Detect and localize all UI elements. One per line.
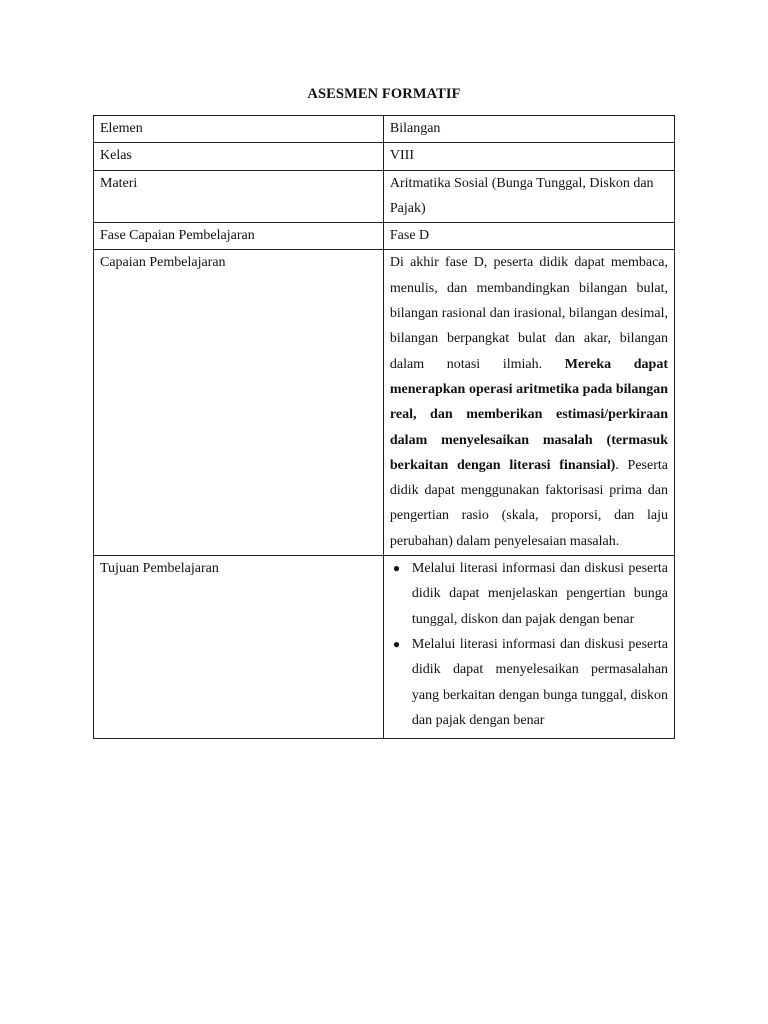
- row-label-tujuan: Tujuan Pembelajaran: [94, 556, 384, 739]
- bullet-dot-icon: ●: [392, 636, 401, 651]
- document-title: ASESMEN FORMATIF: [307, 86, 461, 102]
- goal-list-item: [392, 632, 668, 733]
- row-label-materi: Materi: [94, 170, 384, 223]
- table-row-materi: [94, 170, 675, 223]
- capaian-text-part2: . Peserta didik dapat menggunakan faktorisasi prima dan pengertian rasio (skala, proporsi, dan laju perubahan) dalam penyelesaian masalah.: [389, 457, 668, 549]
- table-row-kelas: [94, 143, 675, 170]
- table-row-tujuan: [94, 556, 675, 739]
- row-value-elemen: Bilangan: [383, 116, 674, 143]
- goal-item-text: Melalui literasi informasi dan diskusi peserta didik dapat menjelaskan pengertian bunga tunggal, diskon dan pajak dengan benar: [411, 561, 668, 627]
- goal-item-text: Melalui literasi informasi dan diskusi peserta didik dapat menyelesaikan permasalahan yang berkaitan dengan bunga tunggal, diskon dan pajak dengan benar: [411, 636, 668, 728]
- row-value-tujuan: [383, 556, 674, 739]
- goal-list: [390, 556, 668, 737]
- capaian-text-bold: Mereka dapat menerapkan operasi aritmetika pada bilangan real, dan memberikan estimasi/perkiraan dalam menyelesaikan masalah (termasuk berkaitan dengan literasi finansial): [389, 356, 668, 473]
- row-label-capaian: Capaian Pembelajaran: [94, 250, 384, 556]
- row-value-kelas: VIII: [383, 143, 674, 170]
- goal-list-item: [392, 556, 668, 632]
- table-row-fase: [94, 223, 675, 250]
- row-value-fase: Fase D: [383, 223, 674, 250]
- capaian-text-part1: Di akhir fase D, peserta didik dapat membaca, menulis, dan membandingkan bilangan bulat, bilangan rasional dan irasional, bilangan desimal, bilangan berpangkat bulat dan akar, bilangan dalam notasi ilmiah.: [389, 255, 668, 372]
- row-label-fase: Fase Capaian Pembelajaran: [94, 223, 384, 250]
- row-label-kelas: Kelas: [94, 143, 384, 170]
- row-label-elemen: Elemen: [94, 116, 384, 143]
- assessment-table: [93, 115, 675, 739]
- bullet-dot-icon: ●: [392, 561, 401, 576]
- table-row-elemen: [94, 116, 675, 143]
- row-value-materi: Aritmatika Sosial (Bunga Tunggal, Diskon dan Pajak): [383, 170, 674, 223]
- row-value-capaian: [383, 250, 674, 556]
- table-row-capaian: [94, 250, 675, 556]
